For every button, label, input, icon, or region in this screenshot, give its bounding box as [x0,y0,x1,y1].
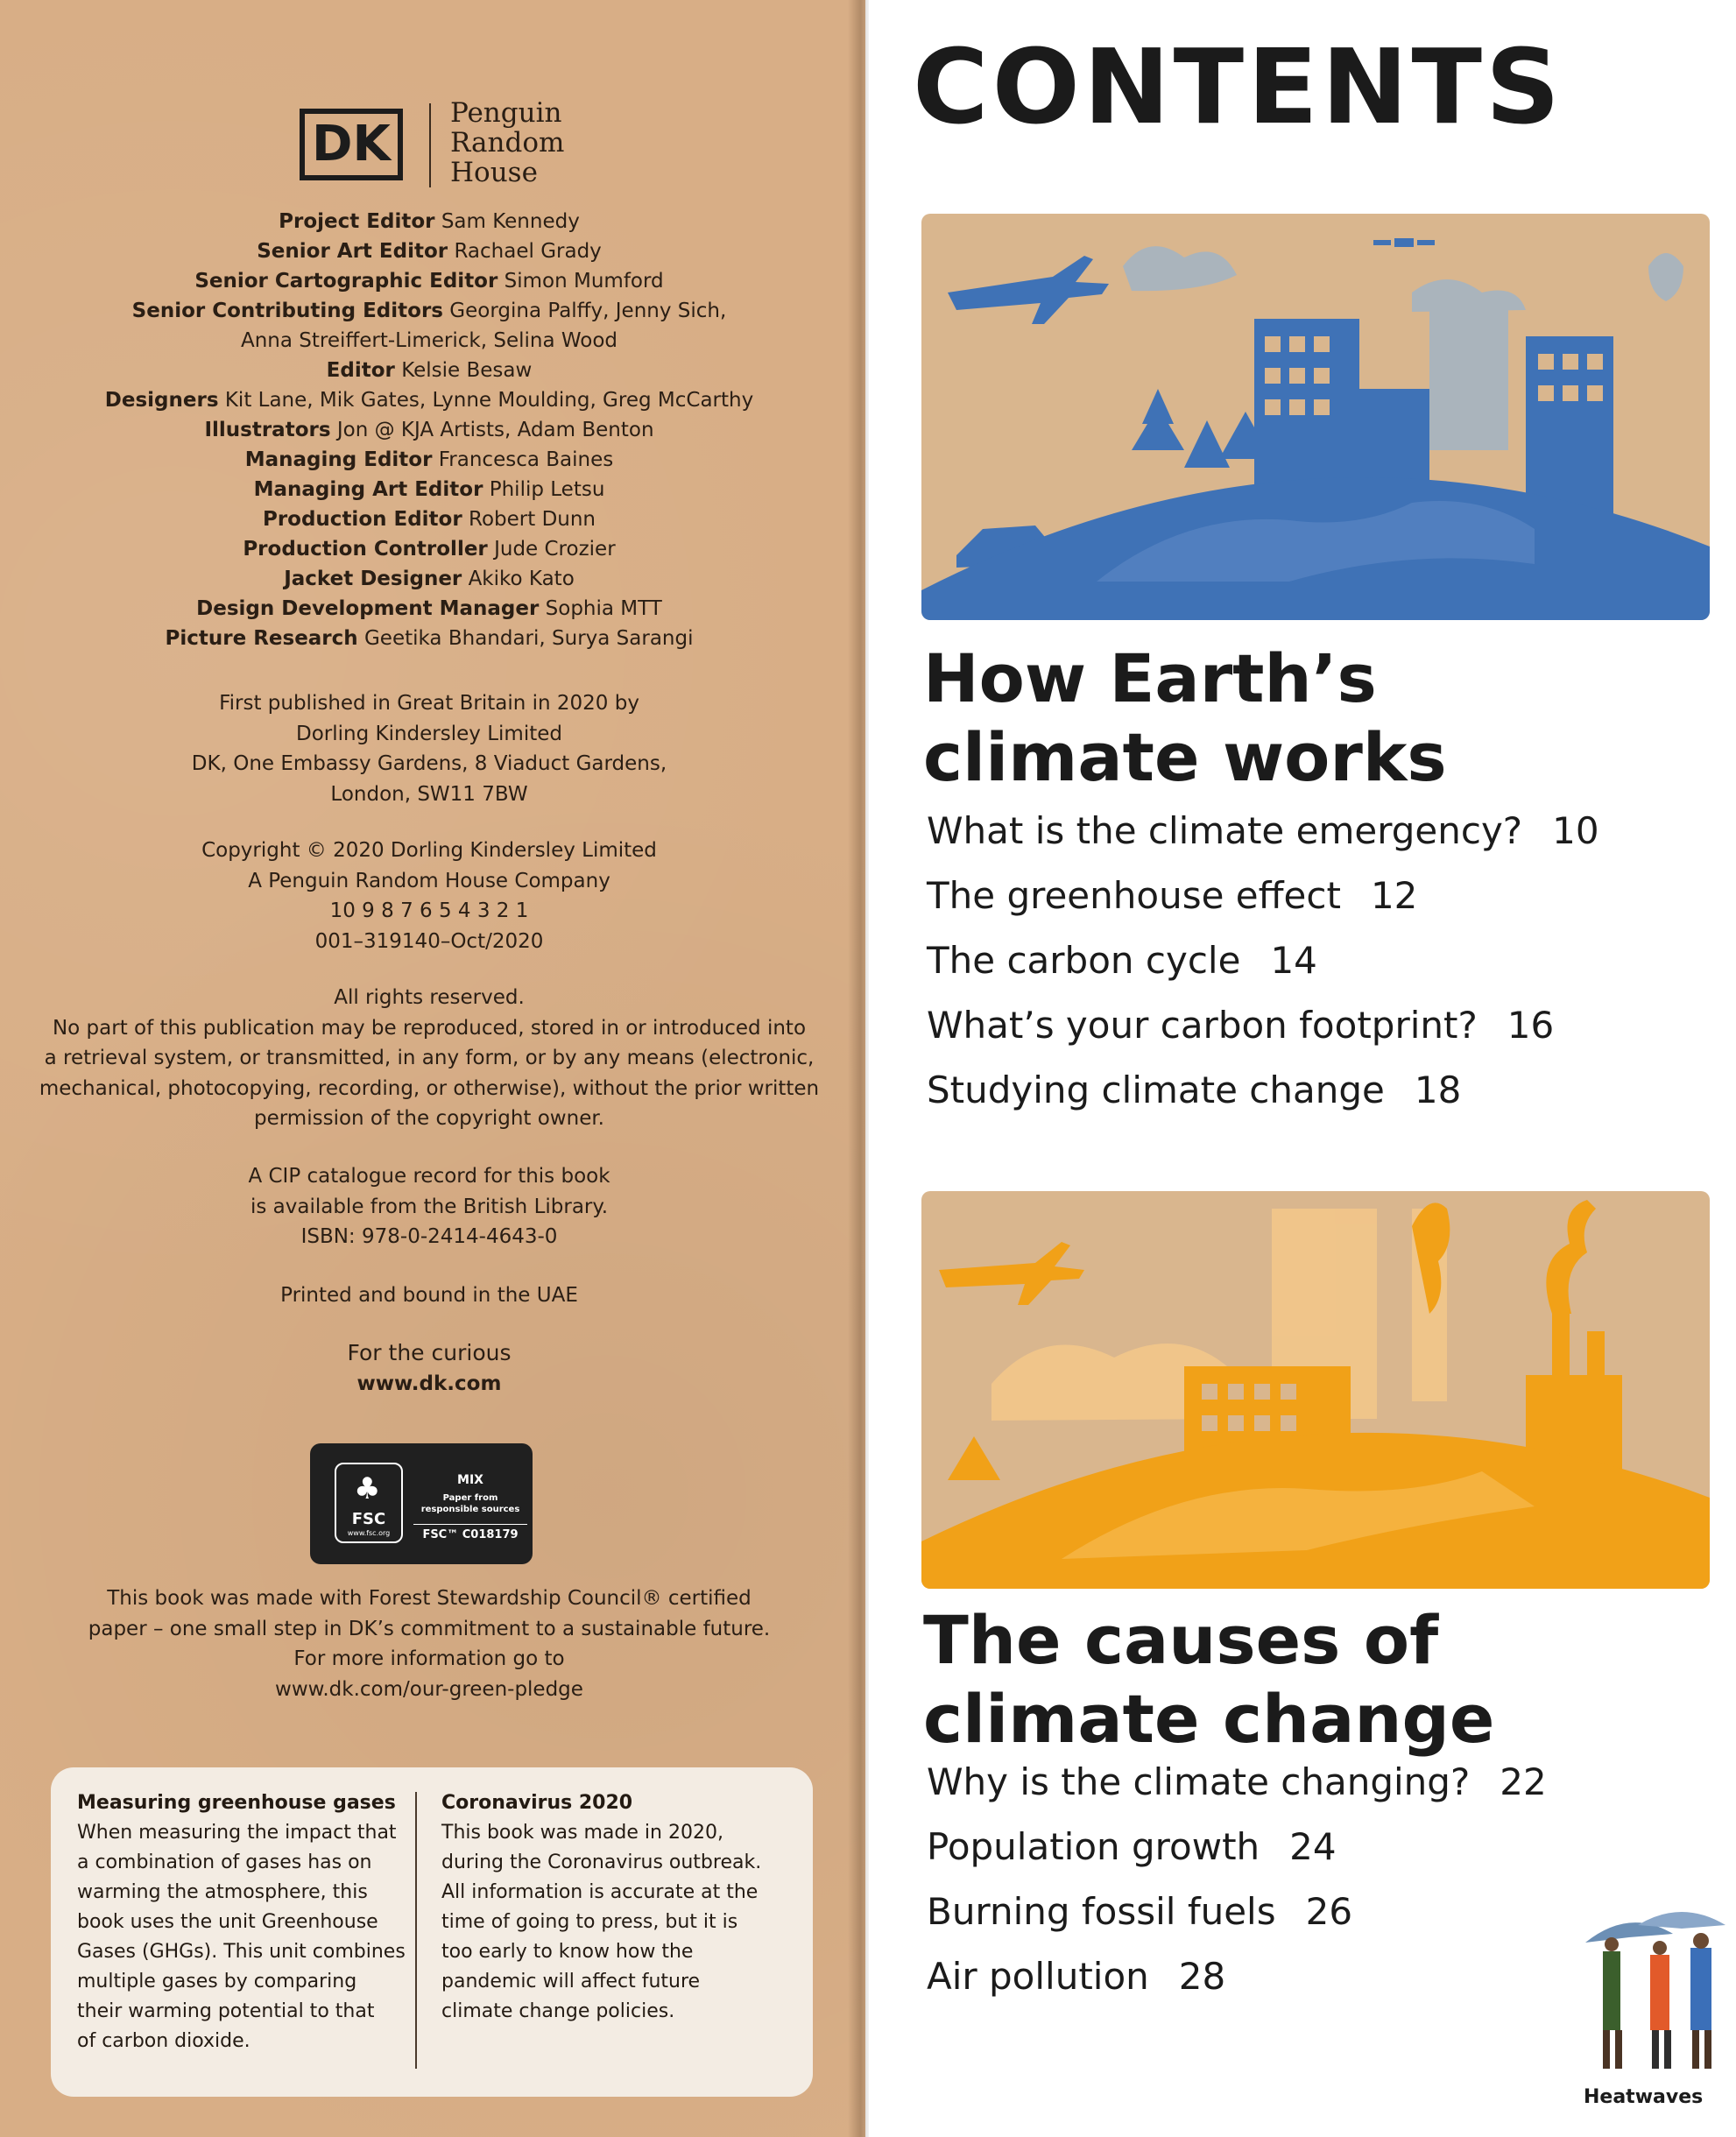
measuring-greenhouse-gases-note: Measuring greenhouse gases When measuring the impact that a combination of gases has on warming the atmosphere, this book uses the unit Greenhouse Gases (GHGs). This unit combines multiple gases by comparing their warming potential to that of carbon dioxide. [77,1792,406,2052]
photo-caption: Heatwaves [1584,2086,1704,2108]
building-icon [1429,293,1508,450]
copyright-info: Copyright © 2020 Dorling Kindersley Limited A Penguin Random House Company 10 9 8 7 6 5 4 3 2 1 001–319140–Oct/2020 [201,839,657,953]
orange-industry-globe-svg [921,1191,1710,1589]
publisher-logo [300,98,597,186]
printed-location: Printed and bound in the UAE [280,1284,578,1307]
toc-entry[interactable]: Air pollution 28 [927,1955,1226,1998]
copyright-page [0,0,865,2137]
airplane-icon [939,1242,1084,1305]
credit-line: Senior Cartographic Editor Simon Mumford [194,270,664,293]
toc-list-causes [927,1750,1547,2009]
info-box [51,1767,813,2097]
section-title-climate-works: How Earth’s climate works [923,639,1447,796]
tree-icon [1132,389,1184,450]
credit-line: Managing Editor Francesca Baines [244,448,614,471]
credit-line: Anna Streiffert-Limerick, Selina Wood [240,329,617,352]
toc-list-climate-works [927,799,1599,1123]
smoke-icon [1546,1200,1596,1314]
dk-logo: DK [300,109,403,180]
airplane-icon [948,256,1109,324]
credit-line: Production Controller Jude Crozier [243,538,616,561]
credits-list [53,207,806,653]
book-gutter [848,0,869,2137]
rights-notice: All rights reserved. No part of this publication may be reproduced, stored in or introduced into a retrieval system, or transmitted, in any form, or by any means (electronic, mechanical, photocopying, recording, or otherwise), without the prior written permission of the copyright owner. [39,986,820,1130]
toc-entry[interactable]: The greenhouse effect 12 [927,874,1418,917]
credit-line: Production Editor Robert Dunn [262,508,596,531]
tree-icon [1184,420,1230,468]
logo-divider [429,103,431,187]
page-title: CONTENTS [913,26,1563,147]
causes-illustration [921,1191,1710,1589]
fsc-label: ♣ FSC www.fsc.org MIX Paper from responsible sources FSC™ C018179 [310,1443,533,1564]
credit-line: Senior Art Editor Rachael Grady [257,240,602,263]
blue-city-globe-svg [921,214,1710,620]
info-box-divider [415,1792,417,2069]
credit-line: Editor Kelsie Besaw [326,359,533,382]
credit-line: Senior Contributing Editors Georgina Palffy, Jenny Sich, [131,300,727,322]
cip-record: A CIP catalogue record for this book is available from the British Library. ISBN: 978-0-2414-4643-0 [248,1165,610,1248]
credit-line: Designers Kit Lane, Mik Gates, Lynne Moulding, Greg McCarthy [104,389,754,412]
fsc-tree-icon: ♣ FSC www.fsc.org [335,1463,403,1543]
credit-line: Managing Art Editor Philip Letsu [253,478,605,501]
section-title-causes: The causes of climate change [923,1601,1495,1758]
cloud-icon [1123,246,1237,291]
toc-entry[interactable]: Population growth 24 [927,1825,1337,1868]
satellite-icon [1394,238,1414,247]
coronavirus-note: Coronavirus 2020 This book was made in 2020, during the Coronavirus outbreak. All information is accurate at the time of going to press, but it is too early to know how the pandemic will affect future climate change policies. [441,1792,762,2022]
toc-entry[interactable]: The carbon cycle 14 [927,939,1317,982]
contents-page [869,0,1736,2137]
credit-line: Project Editor Sam Kennedy [279,210,580,233]
penguin-random-house-wordmark: Penguin Random House [450,97,565,188]
publication-info: First published in Great Britain in 2020 by Dorling Kindersley Limited DK, One Embassy Gardens, 8 Viaduct Gardens, London, SW11 7BW [191,692,667,806]
heatwaves-photo [1577,1890,1727,2077]
climate-works-illustration [921,214,1710,620]
credit-line: Illustrators Jon @ KJA Artists, Adam Benton [204,419,654,441]
website-link[interactable]: www.dk.com [356,1372,502,1395]
tree-icon [948,1436,1000,1480]
toc-entry[interactable]: Studying climate change 18 [927,1068,1462,1111]
toc-entry[interactable]: Why is the climate changing? 22 [927,1760,1547,1803]
balloon-icon [1648,253,1683,301]
toc-entry[interactable]: What’s your carbon footprint? 16 [927,1004,1555,1047]
toc-entry[interactable]: What is the climate emergency? 10 [927,809,1599,852]
credit-line: Picture Research Geetika Bhandari, Surya Sarangi [165,627,694,650]
credit-line: Design Development Manager Sophia MTT [196,597,662,620]
toc-entry[interactable]: Burning fossil fuels 26 [927,1890,1353,1933]
green-pledge-link[interactable]: www.dk.com/our-green-pledge [275,1677,583,1701]
credit-line: Jacket Designer Akiko Kato [284,568,575,590]
sustainability-note: This book was made with Forest Stewardship Council® certified paper – one small step in DK’s commitment to a sustainable future. For more information go to www.dk.com/our-green-pledge [35,1583,823,1704]
tagline: For the curious www.dk.com [35,1338,823,1399]
